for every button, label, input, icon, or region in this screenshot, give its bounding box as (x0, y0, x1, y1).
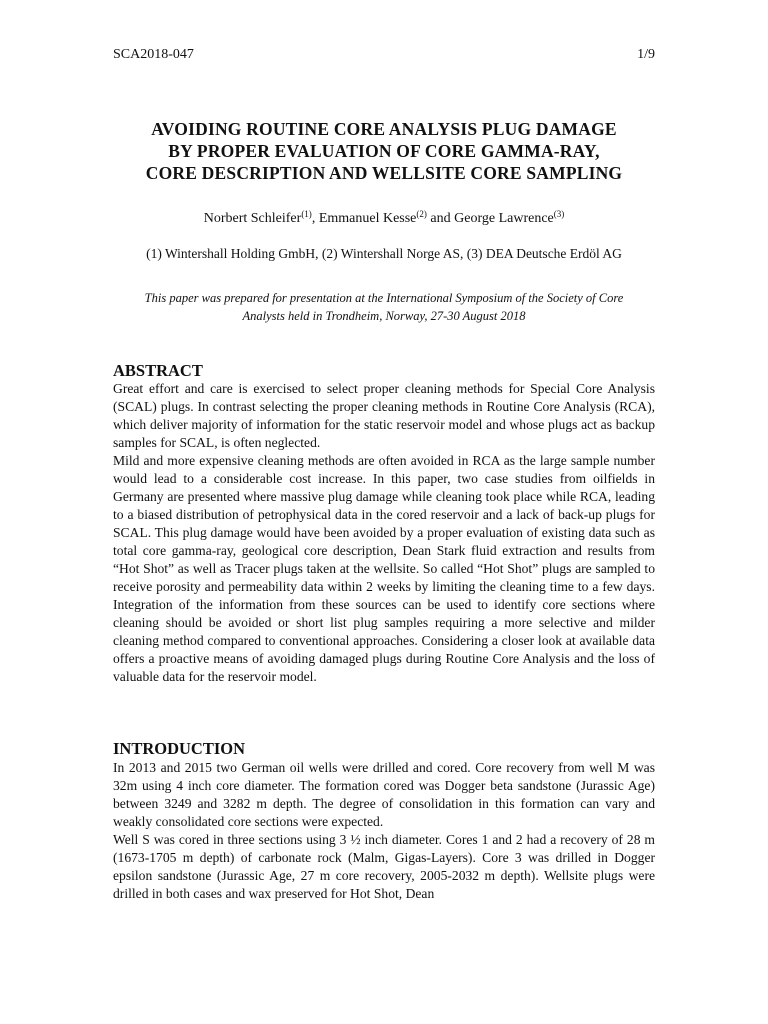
introduction-body (113, 759, 655, 903)
title-line: BY PROPER EVALUATION OF CORE GAMMA-RAY, (168, 141, 600, 161)
affiliation-mark: (3) (553, 209, 565, 219)
title-line: CORE DESCRIPTION AND WELLSITE CORE SAMPLING (145, 163, 623, 183)
author-name: George Lawrence (454, 211, 554, 226)
abstract-body (113, 380, 655, 686)
affiliations: (1) Wintershall Holding GmbH, (2) Wintershall Norge AS, (3) DEA Deutsche Erdöl AG (146, 246, 622, 261)
note-line: Analysts held in Trondheim, Norway, 27-30 August 2018 (242, 309, 526, 323)
author-name: Norbert Schleifer (203, 211, 302, 226)
paper-title (100, 118, 668, 184)
title-line: AVOIDING ROUTINE CORE ANALYSIS PLUG DAMAGE (151, 119, 617, 139)
author-separator: and (426, 211, 455, 226)
author-list (100, 209, 668, 227)
author-name: Emmanuel Kesse (318, 211, 417, 226)
note-line: This paper was prepared for presentation at the International Symposium of the Society of Core (144, 291, 624, 305)
introduction-heading: INTRODUCTION (113, 739, 246, 758)
introduction-paragraph: In 2013 and 2015 two German oil wells were drilled and cored. Core recovery from well M was 32m using 4 inch core diameter. The formation cored was Dogger beta sandstone (Jurassic Age) between 3249 and 3282 m depth. The degree of consolidation in this formation can vary and weakly consolidated core sections were expected. (113, 760, 655, 829)
abstract-paragraph: Mild and more expensive cleaning methods are often avoided in RCA as the large sample number would lead to a considerable cost increase. In this paper, two case studies from oilfields in Germany are presented where massive plug damage while cleaning took place while RCA, leading to a biased distribution of petrophysical data in the cored reservoir and a lack of back-up plugs for SCAL. This plug damage would have been avoided by a proper evaluation of existing data such as total core gamma-ray, geological core description, Dean Stark fluid extraction and results from “Hot Shot” as well as Tracer plugs taken at the wellsite. So called “Hot Shot” plugs are sampled to receive porosity and permeability data within 2 weeks by limiting the cleaning time to a few days. Integration of the information from these sources can be used to identify core sections where cleaning should be avoided or short list plug samples requiring a more selective and milder cleaning method compared to conventional approaches. Considering a closer look at available data offers a proactive means of avoiding damaged plugs during Routine Core Analysis and the loss of valuable data for the reservoir model. (113, 453, 655, 684)
page-number: 1/9 (637, 47, 655, 62)
abstract-paragraph: Great effort and care is exercised to select proper cleaning methods for Special Core Analysis (SCAL) plugs. In contrast selecting the proper cleaning methods in Routine Core Analysis (RCA), which deliver majority of information for the static reservoir model and whose plugs act as backup samples for SCAL, is often neglected. (113, 381, 655, 450)
author-separator: , (311, 211, 319, 226)
paper-id: SCA2018-047 (113, 47, 194, 62)
introduction-paragraph: Well S was cored in three sections using 3 ½ inch diameter. Cores 1 and 2 had a recovery of 28 m (1673-1705 m depth) of carbonate rock (Malm, Gigas-Layers). Core 3 was drilled in Dogger epsilon sandstone (Jurassic Age, 27 m core recovery, 2005-2032 m depth). Wellsite plugs were drilled in both cases and wax preserved for Hot Shot, Dean (113, 832, 655, 901)
affiliation-mark: (1) (301, 209, 312, 219)
presentation-note (100, 289, 668, 325)
affiliation-mark: (2) (416, 209, 427, 219)
abstract-heading: ABSTRACT (113, 361, 203, 380)
